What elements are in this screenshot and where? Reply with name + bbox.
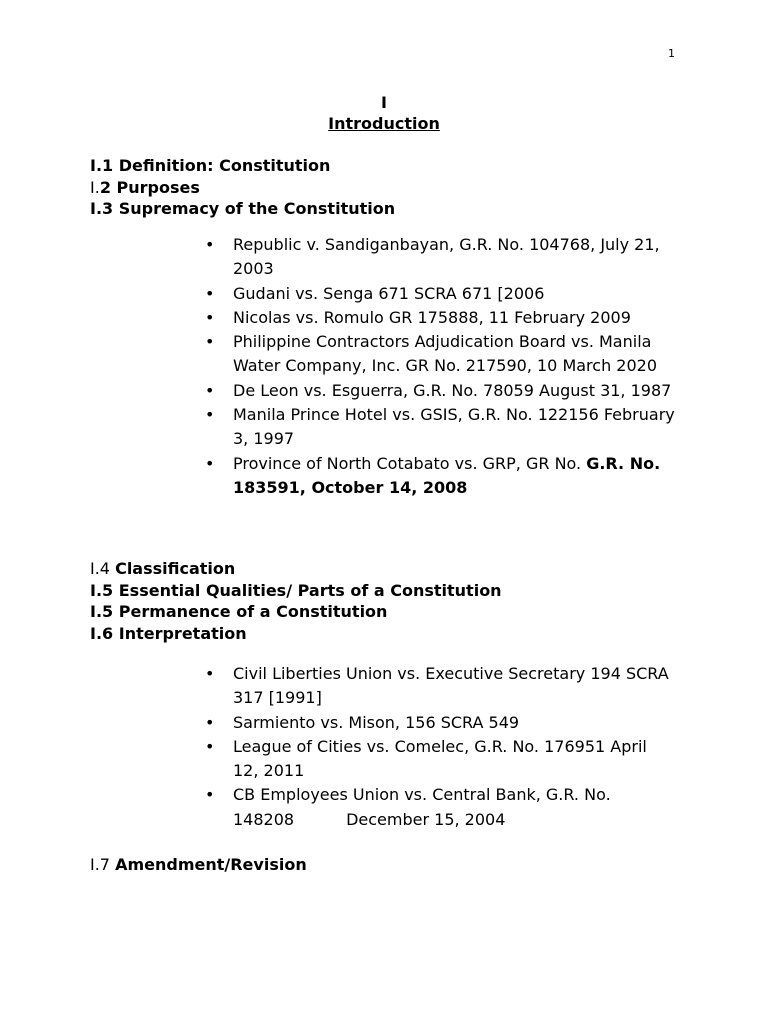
list-item: • League of Cities vs. Comelec, G.R. No. 176951 April 12, 2011 <box>205 736 647 781</box>
list-item: • Philippine Contractors Adjudication Board vs. Manila Water Company, Inc. GR No. 217590, 10 March 2020 <box>205 332 658 376</box>
list-item: • De Leon vs. Esguerra, G.R. No. 78059 August 31, 1987 <box>205 379 675 403</box>
section-heading-essential-qualities: I.5 Essential Qualities/ Parts of a Constitution <box>90 580 502 600</box>
chapter-number: I <box>381 93 387 112</box>
section-heading-supremacy: I.3 Supremacy of the Constitution <box>90 199 396 218</box>
chapter-title: Introduction <box>328 114 440 133</box>
bullet-icon: • <box>205 664 215 683</box>
section-list-c <box>90 854 307 876</box>
bullet-icon: • <box>205 405 215 425</box>
section-heading-purposes: I.2 Purposes <box>90 177 200 197</box>
list-item: • Republic v. Sandiganbayan, G.R. No. 104768, July 21, 2003 <box>205 235 660 279</box>
section-heading-definition: I.1 Definition: Constitution <box>90 156 331 175</box>
list-item: • Gudani vs. Senga 671 SCRA 671 [2006 <box>205 282 675 306</box>
section-heading-classification: I.4 Classification <box>90 559 236 578</box>
list-item: • CB Employees Union vs. Central Bank, G.R. No. 148208 December 15, 2004 <box>205 785 611 829</box>
bullet-icon: • <box>205 736 215 756</box>
bullet-icon: • <box>205 235 215 254</box>
section-list-a <box>90 155 395 220</box>
bullet-icon: • <box>205 332 215 352</box>
list-item: • Nicolas vs. Romulo GR 175888, 11 February 2009 <box>205 306 675 330</box>
section-heading-amendment: I.7 Amendment/Revision <box>90 855 307 874</box>
bullet-icon: • <box>205 307 215 327</box>
section-heading-permanence: I.5 Permanence of a Constitution <box>90 602 388 621</box>
case-list-supremacy <box>205 233 675 500</box>
section-list-b <box>90 558 502 644</box>
section-heading-interpretation: I.6 Interpretation <box>90 623 247 643</box>
bullet-icon: • <box>205 453 215 473</box>
list-item: • Civil Liberties Union vs. Executive Secretary 194 SCRA 317 [1991] <box>205 664 669 708</box>
bullet-icon: • <box>205 283 215 303</box>
bullet-icon: • <box>205 785 215 805</box>
bullet-icon: • <box>205 712 215 732</box>
list-item: • Manila Prince Hotel vs. GSIS, G.R. No. 122156 February 3, 1997 <box>205 405 675 449</box>
list-item: • Sarmiento vs. Mison, 156 SCRA 549 <box>205 711 675 735</box>
bullet-icon: • <box>205 380 215 400</box>
list-item: • Province of North Cotabato vs. GRP, GR No. G.R. No. 183591, October 14, 2008 <box>205 453 661 497</box>
case-list-interpretation <box>205 662 675 832</box>
page-number: 1 <box>668 47 675 60</box>
